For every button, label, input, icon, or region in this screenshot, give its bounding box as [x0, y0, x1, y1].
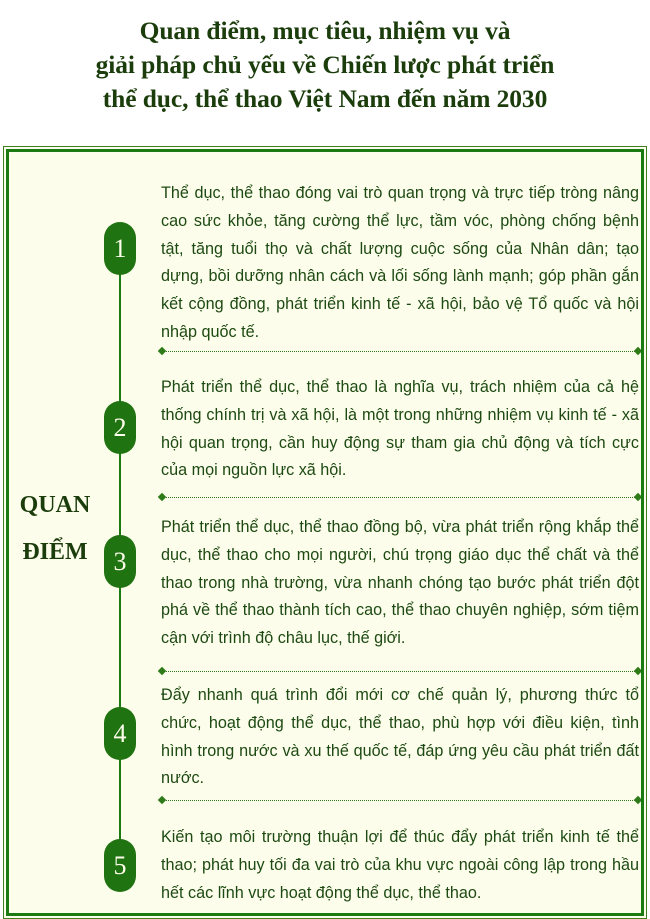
page-title-line-3: thể dục, thể thao Việt Nam đến năm 2030: [102, 84, 548, 113]
separator-dots: [163, 497, 637, 498]
item-number-badge-2: 2: [104, 401, 136, 454]
item-separator-1: [159, 348, 641, 355]
item-number-badge-4: 4: [104, 707, 136, 760]
page-title-line-1: Quan điểm, mục tiêu, nhiệm vụ và: [139, 16, 511, 45]
separator-dots: [163, 351, 637, 352]
separator-cap-right-icon: [634, 493, 642, 501]
item-text-4: Đẩy nhanh quá trình đổi mới cơ chế quản lý, phương thức tổ chức, hoạt động thể dục, thể thao, phù hợp với điều kiện, tình hình trong nước và xu thế quốc tế, đáp ứng yêu cầu phát triển đất nước.: [161, 686, 639, 788]
item-separator-2: [159, 494, 641, 501]
separator-cap-right-icon: [634, 667, 642, 675]
content-panel-inner: [6, 149, 644, 916]
page-title: [0, 0, 650, 116]
item-number-badge-3: 3: [104, 535, 136, 588]
item-text-1: Thể dục, thể thao đóng vai trò quan trọng và trực tiếp tròng nâng cao sức khỏe, tăng cường thể lực, tầm vóc, phòng chống bệnh tật, tăng tuổi thọ và chất lượng cuộc sống của Nhân dân; tạo dựng, bồi dưỡng nhân cách và lối sống lành mạnh; góp phần gắn kết cộng đồng, phát triển kinh tế - xã hội, bảo vệ Tổ quốc và hội nhập quốc tế.: [161, 184, 639, 341]
item-text-2: Phát triển thể dục, thể thao là nghĩa vụ, trách nhiệm của cả hệ thống chính trị và xã hội, là một trong những nhiệm vụ kinh tế - xã hội quan trọng, cần huy động sự tham gia chủ động và tích cực của mọi nguồn lực xã hội.: [161, 378, 639, 480]
separator-dots: [163, 800, 637, 801]
page-title-line-2: giải pháp chủ yếu về Chiến lược phát triển: [95, 50, 555, 79]
item-number-badge-5: 5: [104, 839, 136, 892]
separator-dots: [163, 671, 637, 672]
section-label-line-2: ĐIỂM: [22, 539, 88, 565]
item-text-5: Kiến tạo môi trường thuận lợi để thúc đẩy phát triển kinh tế thể thao; phát huy tối đa vai trò của khu vực ngoài công lập trong hầu hết các lĩnh vực hoạt động thể dục, thể thao.: [161, 828, 639, 902]
item-separator-3: [159, 668, 641, 675]
content-panel: [3, 146, 647, 919]
section-label: [9, 482, 101, 576]
separator-cap-right-icon: [634, 796, 642, 804]
section-label-line-1: QUAN: [19, 492, 91, 518]
item-text-3: Phát triển thể dục, thể thao đồng bộ, vừa phát triển rộng khắp thể dục, thể thao cho mọi người, chú trọng giáo dục thể chất và thể thao trong nhà trường, vừa nhanh chóng tạo bước phát triển đột phá về thể thao thành tích cao, thể thao chuyên nghiệp, sớm tiệm cận với trình độ châu lục, thế giới.: [161, 518, 639, 648]
item-number-badge-1: 1: [104, 222, 136, 275]
item-separator-4: [159, 797, 641, 804]
separator-cap-right-icon: [634, 347, 642, 355]
